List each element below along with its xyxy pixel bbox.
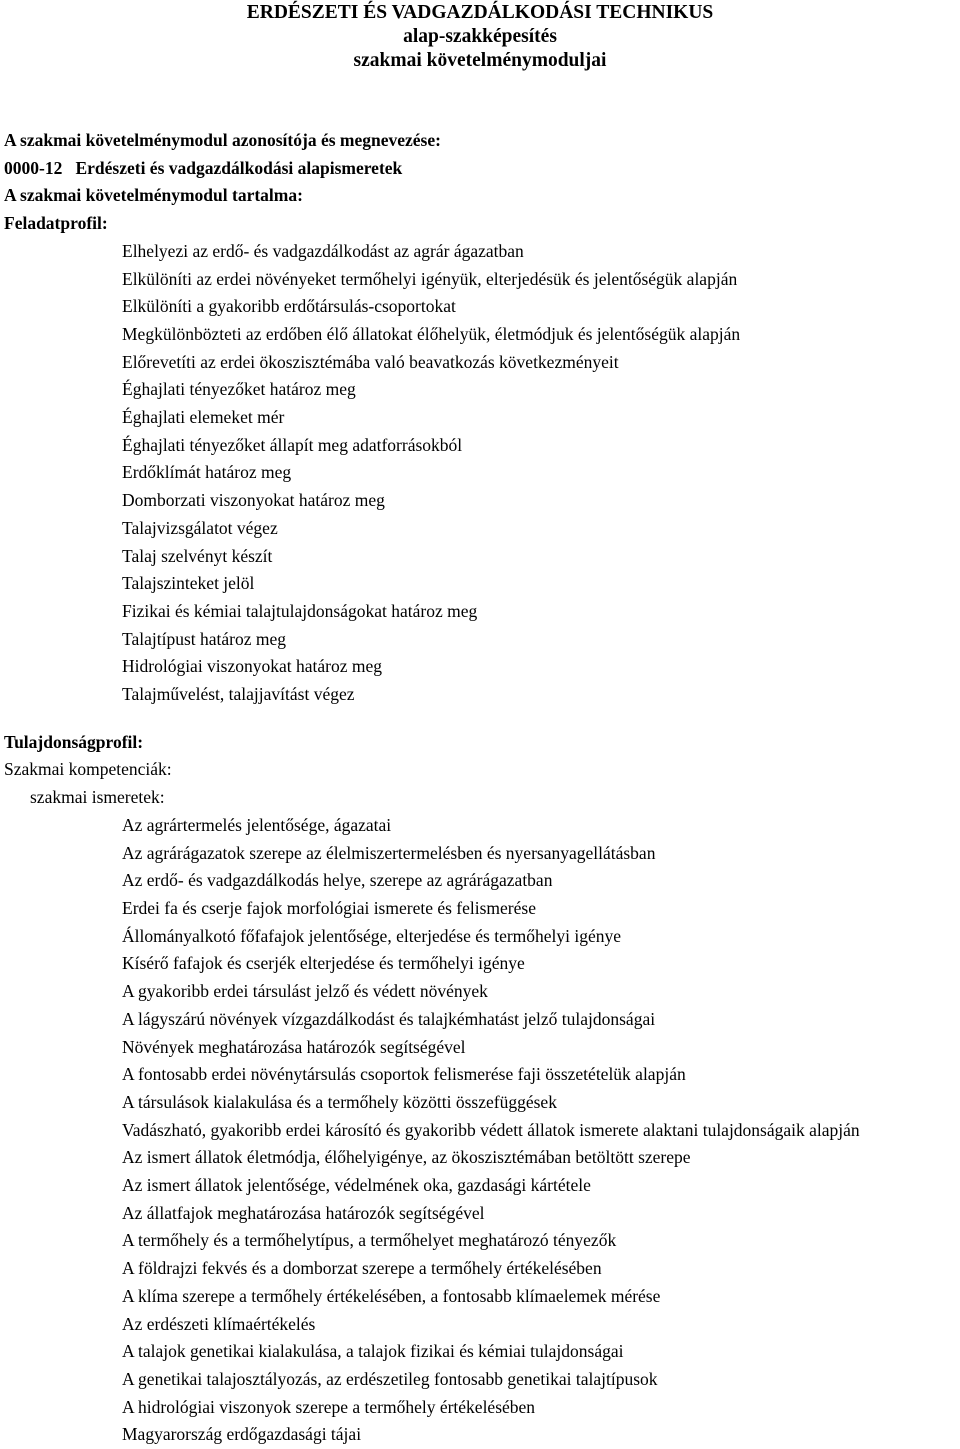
module-content-label: A szakmai követelménymodul tartalma: xyxy=(4,185,303,206)
list-item: A klíma szerepe a termőhely értékelésében, a fontosabb klímaelemek mérése xyxy=(122,1285,661,1306)
list-item: Erdőklímát határoz meg xyxy=(122,462,292,483)
document-header xyxy=(4,1,956,73)
list-item: Magyarország erdőgazdasági tájai xyxy=(122,1424,362,1445)
task-profile-label: Feladatprofil: xyxy=(4,213,108,234)
module-code-line: 0000-12 Erdészeti és vadgazdálkodási alapismeretek xyxy=(4,157,403,178)
section-gap xyxy=(4,709,956,729)
list-item: Elkülöníti a gyakoribb erdőtársulás-csoportokat xyxy=(122,296,456,317)
list-item: Talajművelést, talajjavítást végez xyxy=(122,684,355,705)
list-item: A lágyszárú növények vízgazdálkodást és talajkémhatást jelző tulajdonságai xyxy=(122,1008,656,1029)
list-item: Hidrológiai viszonyokat határoz meg xyxy=(122,656,382,677)
document-subtitle-2: szakmai követelménymoduljai xyxy=(353,50,607,71)
module-id-label: A szakmai követelménymodul azonosítója és megnevezése: xyxy=(4,130,441,150)
list-item: Fizikai és kémiai talajtulajdonságokat határoz meg xyxy=(122,600,478,621)
task-list xyxy=(4,238,956,709)
property-section xyxy=(4,729,956,812)
list-item: A talajok genetikai kialakulása, a talajok fizikai és kémiai tulajdonságai xyxy=(122,1341,624,1362)
list-item: A hidrológiai viszonyok szerepe a termőhely értékelésében xyxy=(122,1396,536,1417)
list-item: Talaj szelvényt készít xyxy=(122,545,273,566)
list-item: A gyakoribb erdei társulást jelző és védett növények xyxy=(122,981,488,1002)
list-item: Talajtípust határoz meg xyxy=(122,628,286,649)
list-item: Az ismert állatok jelentősége, védelmének oka, gazdasági kártétele xyxy=(122,1175,591,1196)
list-item: Vadászható, gyakoribb erdei károsító és gyakoribb védett állatok ismerete alaktani tulajdonságaik alapján xyxy=(122,1119,860,1140)
list-item: A genetikai talajosztályozás, az erdészetileg fontosabb genetikai talajtípusok xyxy=(122,1368,658,1389)
list-item: A földrajzi fekvés és a domborzat szerepe a termőhely értékelésében xyxy=(122,1258,602,1279)
document-title: ERDÉSZETI ÉS VADGAZDÁLKODÁSI TECHNIKUS xyxy=(246,2,714,23)
competence-label: Szakmai kompetenciák: xyxy=(4,759,172,780)
list-item: Éghajlati tényezőket állapít meg adatforrásokból xyxy=(122,434,463,455)
list-item: Talajvizsgálatot végez xyxy=(122,517,278,538)
list-item: Az állatfajok meghatározása határozók segítségével xyxy=(122,1202,485,1223)
document-page xyxy=(0,1,960,1449)
list-item: Domborzati viszonyokat határoz meg xyxy=(122,490,385,511)
list-item: Elhelyezi az erdő- és vadgazdálkodást az agrár ágazatban xyxy=(122,240,524,261)
list-item: A fontosabb erdei növénytársulás csoportok felismerése faji összetételük alapján xyxy=(122,1064,686,1085)
list-item: Előrevetíti az erdei ökoszisztémába való beavatkozás következményeit xyxy=(122,351,619,372)
knowledge-list xyxy=(4,812,956,1449)
list-item: Talajszinteket jelöl xyxy=(122,573,255,594)
property-profile-label: Tulajdonságprofil: xyxy=(4,731,144,752)
list-item: Növények meghatározása határozók segítségével xyxy=(122,1036,466,1057)
list-item: Kísérő fafajok és cserjék elterjedése és termőhelyi igénye xyxy=(122,953,525,974)
document-subtitle: alap-szakképesítés xyxy=(403,26,557,47)
list-item: Éghajlati tényezőket határoz meg xyxy=(122,379,356,400)
module-section xyxy=(4,127,956,238)
header-spacer xyxy=(4,73,956,127)
list-item: A termőhely és a termőhelytípus, a termőhelyet meghatározó tényezők xyxy=(122,1230,617,1251)
list-item: Az erdészeti klímaértékelés xyxy=(122,1313,316,1334)
list-item: Az ismert állatok életmódja, élőhelyigénye, az ökoszisztémában betöltött szerepe xyxy=(122,1147,691,1168)
list-item: A társulások kialakulása és a termőhely közötti összefüggések xyxy=(122,1091,557,1112)
list-item: Éghajlati elemeket mér xyxy=(122,407,285,428)
list-item: Az erdő- és vadgazdálkodás helye, szerepe az agrárágazatban xyxy=(122,870,553,891)
knowledge-label: szakmai ismeretek: xyxy=(30,787,165,808)
list-item: Az agrártermelés jelentősége, ágazatai xyxy=(122,814,392,835)
list-item: Erdei fa és cserje fajok morfológiai ismerete és felismerése xyxy=(122,897,536,918)
list-item: Megkülönbözteti az erdőben élő állatokat élőhelyük, életmódjuk és jelentőségük alapján xyxy=(122,323,741,344)
list-item: Állományalkotó főfafajok jelentősége, elterjedése és termőhelyi igénye xyxy=(122,925,622,946)
list-item: Az agrárágazatok szerepe az élelmiszertermelésben és nyersanyagellátásban xyxy=(122,842,656,863)
list-item: Elkülöníti az erdei növényeket termőhelyi igényük, elterjedésük és jelentőségük alapján xyxy=(122,268,738,289)
